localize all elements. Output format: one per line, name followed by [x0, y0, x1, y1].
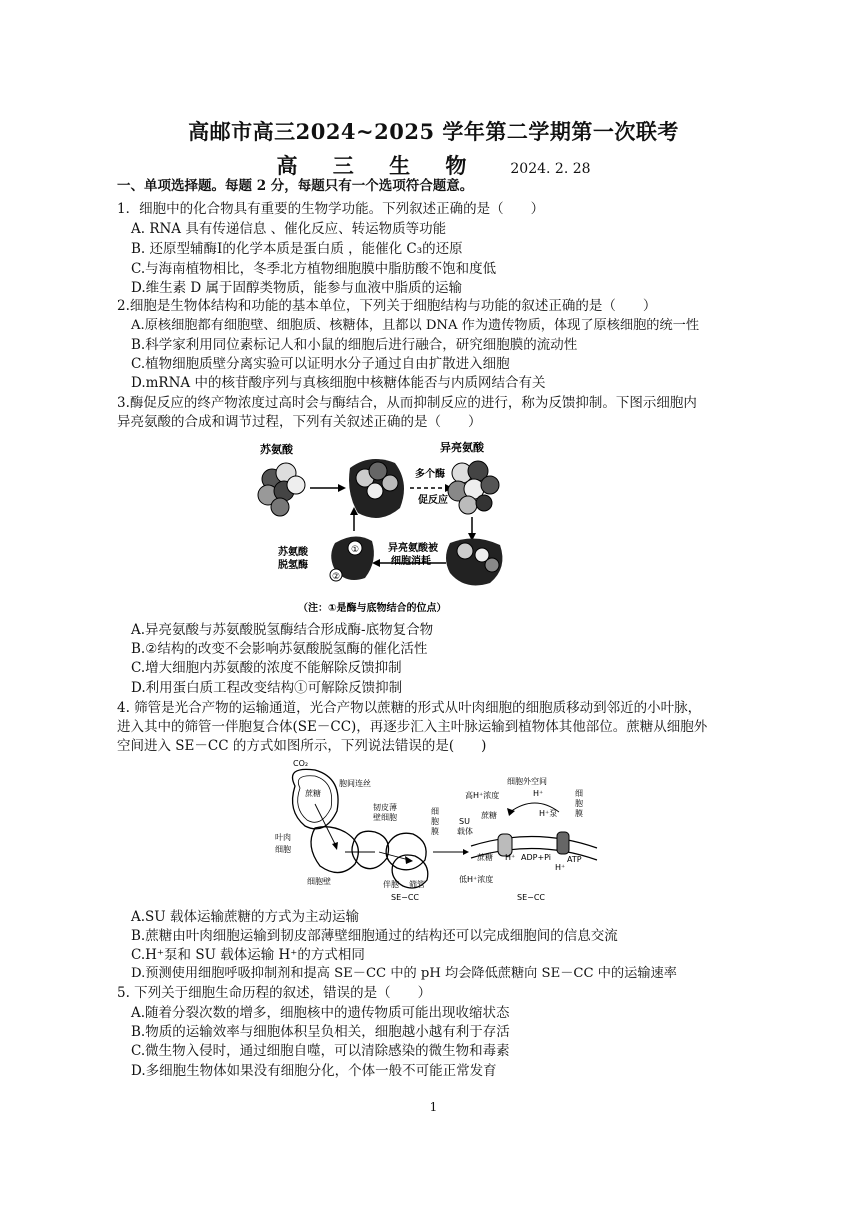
- label-sucrose-outside: 蔗糖: [481, 811, 497, 820]
- label-plasmodesma: 胞间连丝: [339, 779, 371, 788]
- label-membrane-1: 细: [431, 807, 439, 816]
- threonine-molecule-icon: [258, 463, 305, 516]
- q2-option-c: C.植物细胞质壁分离实验可以证明水分子通过自由扩散进入细胞: [131, 356, 510, 372]
- q3-option-c: C.增大细胞内苏氨酸的浓度不能解除反馈抑制: [131, 660, 402, 676]
- enzyme-substrate-complex-icon: [349, 459, 404, 518]
- exam-title: 高邮市高三2024~2025 学年第二学期第一次联考: [188, 119, 679, 144]
- q5-option-d: D.多细胞生物体如果没有细胞分化，个体一般不可能正常发育: [131, 1063, 497, 1079]
- q4-option-d: D.预测使用细胞呼吸抑制剂和提高 SE－CC 中的 pH 均会降低蔗糖向 SE－CC 中的运输速率: [131, 966, 677, 981]
- q3-stem-line1: 3.酶促反应的终产物浓度过高时会与酶结合，从而抑制反应的进行，称为反馈抑制。下图示细胞内: [117, 395, 697, 411]
- label-high-h: 高H⁺浓度: [465, 791, 500, 800]
- q3-option-d: D.利用蛋白质工程改变结构①可解除反馈抑制: [131, 680, 403, 696]
- q1-stem: 1．细胞中的化合物具有重要的生物学功能。下列叙述正确的是（ ）: [117, 201, 545, 217]
- label-sucrose-inside: 蔗糖: [477, 853, 493, 862]
- label-adp-pi: ADP+Pi: [521, 853, 552, 862]
- label-extracellular-space: 细胞外空间: [507, 777, 547, 786]
- q4-stem-line3: 空间进入 SE－CC 的方式如图所示，下列说法错误的是( ): [117, 738, 487, 754]
- label-su-2: 载体: [457, 827, 473, 836]
- q1-option-d: D.维生素 D 属于固醇类物质，能参与血液中脂质的运输: [131, 280, 463, 296]
- figure-note: （注：①是酶与底物结合的位点）: [298, 603, 447, 614]
- q4-option-c: C.H⁺泵和 SU 载体运输 H⁺的方式相同: [131, 947, 365, 963]
- label-companion-cell: 伴胞: [383, 880, 399, 889]
- subject-title: 高 三 生 物: [276, 153, 481, 178]
- isoleucine-molecule-icon: [448, 461, 499, 514]
- label-membrane-3: 膜: [431, 827, 439, 836]
- label-cell-membrane-3: 膜: [575, 809, 583, 818]
- q1-option-b: B. 还原型辅酶Ⅰ的化学本质是蛋白质 ，能催化 C₃的还原: [131, 241, 463, 257]
- label-secc-right: SE−CC: [517, 893, 546, 902]
- label-su-1: SU: [459, 817, 470, 826]
- label-isoleucine-consumed-2: 细胞消耗: [391, 556, 431, 567]
- q1-option-c: C.与海南植物相比，冬季北方植物细胞膜中脂肪酸不饱和度低: [131, 261, 497, 277]
- label-h-bottom: H⁺: [555, 863, 566, 872]
- inhibited-enzyme-icon: [446, 538, 502, 585]
- label-membrane-2: 胞: [431, 817, 439, 826]
- label-h-top: H⁺: [533, 789, 544, 798]
- section-heading: 一、单项选择题。每题 2 分，每题只有一个选项符合题意。: [117, 178, 474, 194]
- q5-option-c: C.微生物入侵时，通过细胞自噬，可以清除感染的微生物和毒素: [131, 1043, 510, 1059]
- q4-option-b: B.蔗糖由叶肉细胞运输到韧皮部薄壁细胞通过的结构还可以完成细胞间的信息交流: [131, 928, 618, 944]
- q5-option-a: A.随着分裂次数的增多，细胞核中的遗传物质可能出现收缩状态: [131, 1005, 510, 1021]
- label-isoleucine: 异亮氨酸: [440, 441, 484, 454]
- label-cell-membrane-2: 胞: [575, 799, 583, 808]
- q2-option-a: A.原核细胞都有细胞壁、细胞质、核糖体，且都以 DNA 作为遗传物质，体现了原核细胞的统一性: [131, 318, 700, 333]
- label-cell-wall: 细胞壁: [307, 877, 331, 886]
- q4-stem-line2: 进入其中的筛管一伴胞复合体(SE－CC)，再逐步汇入主叶脉运输到植物体其他部位。蔗糖从细胞外: [117, 719, 708, 735]
- label-sieve-tube: 筛管: [409, 880, 425, 889]
- q1-option-a: A. RNA 具有传递信息 、催化反应、转运物质等功能: [131, 221, 447, 237]
- label-parenchyma-1: 韧皮薄: [373, 803, 397, 812]
- site-2-label: ②: [332, 572, 341, 582]
- label-threonine: 苏氨酸: [260, 443, 293, 456]
- label-isoleucine-consumed-1: 异亮氨酸被: [388, 543, 438, 554]
- label-h-pump: H⁺泵: [539, 809, 558, 818]
- q2-option-b: B.科学家利用同位素标记人和小鼠的细胞后进行融合，研究细胞膜的流动性: [131, 337, 578, 353]
- label-threonine-dehydrogenase-1: 苏氨酸: [278, 547, 308, 558]
- label-multiple-enzymes: 多个酶: [415, 469, 445, 480]
- page-number: 1: [429, 1100, 438, 1114]
- q4-stem-line1: 4. 筛管是光合产物的运输通道，光合产物以蔗糖的形式从叶肉细胞的细胞质移动到邻近的小叶脉，: [117, 700, 702, 716]
- sucrose-transport-figure: [275, 756, 605, 906]
- label-co2: CO₂: [293, 759, 309, 768]
- q2-stem: 2.细胞是生物体结构和功能的基本单位，下列关于细胞结构与功能的叙述正确的是（ ）: [117, 298, 657, 314]
- q5-stem: 5. 下列关于细胞生命历程的叙述，错误的是（ ）: [117, 985, 432, 1001]
- feedback-inhibition-figure: [250, 433, 570, 621]
- label-secc-left: SE−CC: [391, 893, 420, 902]
- label-threonine-dehydrogenase-2: 脱氢酶: [278, 560, 308, 571]
- q4-option-a: A.SU 载体运输蔗糖的方式为主动运输: [131, 909, 359, 925]
- subject-line: [0, 150, 867, 180]
- q3-option-a: A.异亮氨酸与苏氨酸脱氢酶结合形成酶-底物复合物: [131, 622, 434, 638]
- q5-option-b: B.物质的运输效率与细胞体积呈负相关，细胞越小越有利于存活: [131, 1024, 510, 1040]
- label-parenchyma-2: 壁细胞: [373, 813, 397, 822]
- label-sucrose-left: 蔗糖: [305, 789, 321, 798]
- q2-option-d: D.mRNA 中的核苷酸序列与真核细胞中核糖体能否与内质网结合有关: [131, 375, 546, 391]
- label-promote-reaction: 促反应: [418, 495, 448, 506]
- label-mesophyll-2: 细胞: [275, 845, 291, 854]
- q3-stem-line2: 异亮氨酸的合成和调节过程，下列有关叙述正确的是（ ）: [117, 414, 482, 430]
- label-low-h: 低H⁺浓度: [459, 875, 494, 884]
- site-1-label: ①: [351, 545, 360, 555]
- label-h-inside: H⁺: [505, 853, 516, 862]
- label-atp: ATP: [567, 855, 582, 864]
- exam-date: 2024. 2. 28: [510, 161, 591, 177]
- label-cell-membrane-1: 细: [575, 789, 583, 798]
- label-mesophyll-1: 叶肉: [275, 833, 291, 842]
- q3-option-b: B.②结构的改变不会影响苏氨酸脱氢酶的催化活性: [131, 641, 428, 657]
